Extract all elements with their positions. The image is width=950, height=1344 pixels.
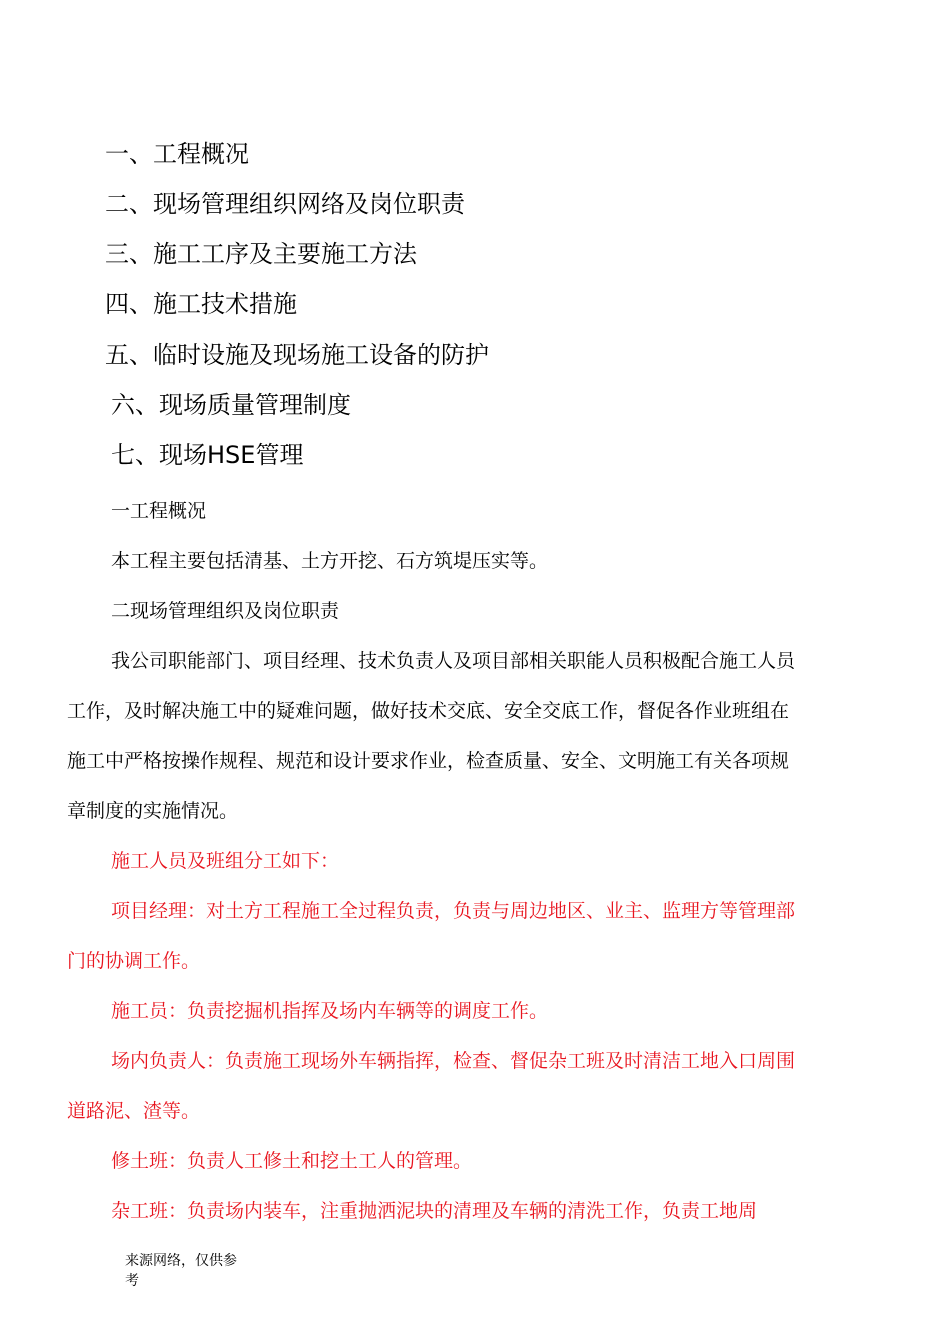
paragraph-line: 我公司职能部门、项目经理、技术负责人及项目部相关职能人员积极配合施工人员 — [111, 650, 796, 672]
toc-item-4: 四、施工技术措施 — [105, 290, 297, 318]
role-site-manager: 场内负责人：负责施工现场外车辆指挥，检查、督促杂工班及时清洁工地入口周围 — [111, 1050, 796, 1072]
footer-note — [125, 1251, 265, 1291]
toc-item-3: 三、施工工序及主要施工方法 — [105, 240, 417, 268]
section1-text: 本工程主要包括清基、土方开挖、石方筑堤压实等。 — [111, 550, 549, 572]
role-site-manager-cont: 道路泥、渣等。 — [67, 1100, 201, 1122]
role-project-manager: 项目经理：对土方工程施工全过程负责，负责与周边地区、业主、监理方等管理部 — [111, 900, 796, 922]
section2-heading: 二现场管理组织及岗位职责 — [111, 600, 340, 622]
role-constructor: 施工员：负责挖掘机指挥及场内车辆等的调度工作。 — [111, 1000, 549, 1022]
toc-item-1: 一、工程概况 — [105, 140, 249, 168]
section2-paragraph — [67, 636, 879, 836]
roles-intro: 施工人员及班组分工如下： — [111, 850, 340, 872]
paragraph-line: 工作，及时解决施工中的疑难问题，做好技术交底、安全交底工作，督促各作业班组在 — [67, 700, 790, 722]
role-project-manager-cont: 门的协调工作。 — [67, 950, 201, 972]
paragraph-line: 施工中严格按操作规程、规范和设计要求作业，检查质量、安全、文明施工有关各项规 — [67, 750, 790, 772]
section1-heading: 一工程概况 — [111, 500, 207, 522]
paragraph-line: 章制度的实施情况。 — [67, 800, 239, 822]
role-misc-team: 杂工班：负责场内装车，注重抛洒泥块的清理及车辆的清洗工作，负责工地周 — [111, 1200, 758, 1222]
footer-line: 考 — [125, 1273, 139, 1289]
toc-item-2: 二、现场管理组织网络及岗位职责 — [105, 190, 465, 218]
toc-item-7: 七、现场HSE管理 — [111, 441, 304, 469]
role-repair-team: 修土班：负责人工修土和挖土工人的管理。 — [111, 1150, 473, 1172]
toc-item-5: 五、临时设施及现场施工设备的防护 — [105, 341, 489, 369]
toc-item-6: 六、现场质量管理制度 — [111, 391, 351, 419]
roles-block — [67, 836, 879, 1236]
footer-line: 来源网络，仅供参 — [125, 1253, 237, 1269]
